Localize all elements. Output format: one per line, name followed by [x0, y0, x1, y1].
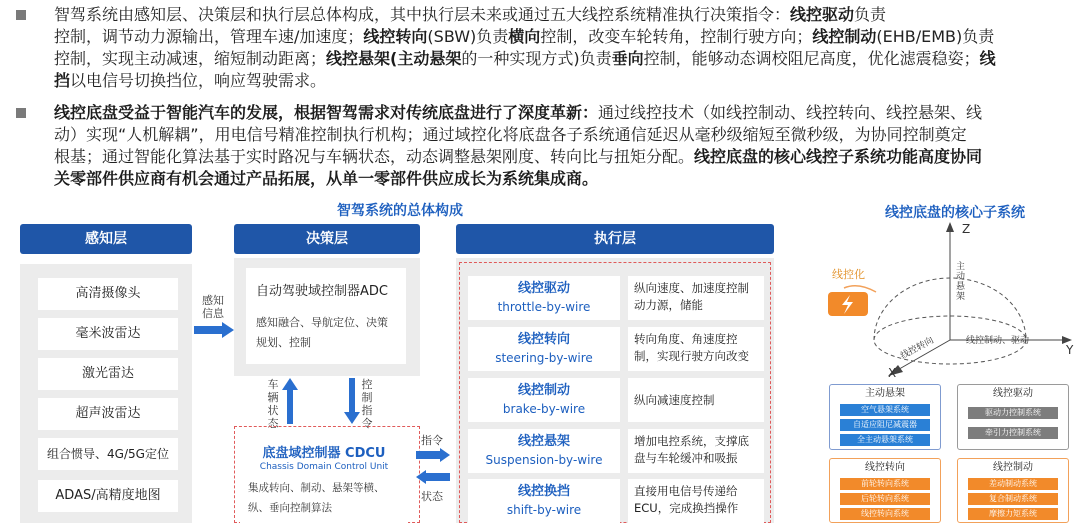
- cdcu-description: 集成转向、制动、悬架等横、纵、垂向控制算法: [248, 482, 385, 514]
- execution-row: [468, 429, 764, 473]
- execution-desc: 转向角度、角速度控制，实现行驶方向改变: [628, 327, 764, 371]
- subsystem-chip: 差动制动系统: [968, 478, 1058, 490]
- bullet-list: [0, 4, 1080, 190]
- bullet-2-line-4: [54, 168, 1080, 190]
- core-title: 线控底盘的核心子系统: [885, 205, 1025, 221]
- subsystem-chip: 自适应阻尼减震器: [840, 419, 930, 431]
- box-title: 线控制动: [993, 462, 1033, 473]
- box-title: 线控驱动: [993, 388, 1033, 399]
- perception-arrow-icon: [194, 322, 236, 338]
- text-segment: 控制，改变车轮转角，控制行驶方向；: [540, 27, 813, 46]
- bold-text-segment: 垂向: [611, 49, 644, 68]
- bullet-1-line-4: [54, 70, 1080, 92]
- bold-text-segment: 线控转向: [363, 27, 428, 46]
- active-suspension-box: [829, 384, 941, 450]
- x-axis-label: X: [888, 366, 897, 380]
- box-title: 线控转向: [865, 462, 905, 473]
- bullet-2: [0, 102, 1080, 190]
- bold-text-segment: 线: [979, 49, 996, 68]
- steering-axis-label: 线控转向: [899, 335, 936, 362]
- status-arrow-icon: [416, 470, 452, 484]
- sensor-item: 毫米波雷达: [38, 318, 178, 350]
- down-arrow-icon: [344, 378, 360, 424]
- execution-row: [468, 479, 764, 523]
- execution-name: 线控转向: [517, 332, 570, 347]
- bullet-1-line-1: [54, 4, 1080, 26]
- status-label: 状态: [421, 490, 443, 503]
- bold-text-segment: 线控底盘受益于智能汽车的发展，根据智驾需求对传统底盘进行了深度革新：: [54, 103, 599, 122]
- bold-text-segment: 线控制动: [812, 27, 877, 46]
- command-label: 指令: [421, 434, 443, 447]
- y-axis-label: Y: [1066, 343, 1074, 357]
- text-segment: 的一种实现方式)负责: [461, 49, 612, 68]
- adc-box: [246, 268, 406, 364]
- subsystem-chip: 全主动悬架系统: [840, 434, 930, 446]
- box-title: 主动悬架: [865, 388, 905, 399]
- brake-drive-axis-label: 线控制动、驱动: [966, 336, 1030, 346]
- vehicle-status-label: 车辆状态: [267, 378, 279, 430]
- execution-english: brake-by-wire: [502, 402, 586, 416]
- text-segment: 通过线控技术（如线控制动、线控转向、线控悬架、线: [598, 103, 983, 122]
- text-segment: 负责: [854, 5, 887, 24]
- bullet-2-line-3: [54, 146, 1080, 168]
- execution-name: 线控悬架: [517, 434, 570, 449]
- subsystem-chip: 复合制动系统: [968, 493, 1058, 505]
- bullet-2-line-1: [54, 102, 1080, 124]
- diagram-title: 智驾系统的总体构成: [337, 203, 463, 219]
- execution-header: 执行层: [456, 224, 774, 254]
- wire-control-label: 线控化: [832, 268, 865, 281]
- cdcu-subtitle: Chassis Domain Control Unit: [259, 462, 389, 472]
- execution-name: 线控制动: [517, 383, 570, 398]
- subsystem-chip: 牵引力控制系统: [968, 427, 1058, 439]
- bullet-2-line-2: [54, 124, 1080, 146]
- bold-text-segment: 线控悬架(主动悬架: [326, 49, 462, 68]
- text-segment: 控制，能够动态调校阻尼高度，优化滤震稳姿；: [643, 49, 980, 68]
- bullet-1-line-3: [54, 48, 1080, 70]
- subsystem-chip: 空气悬架系统: [840, 404, 930, 416]
- execution-english: throttle-by-wire: [497, 300, 591, 314]
- execution-english: steering-by-wire: [495, 351, 593, 365]
- execution-english: shift-by-wire: [506, 503, 582, 517]
- steering-box: [829, 458, 941, 523]
- command-arrow-icon: [416, 448, 452, 462]
- subsystem-chip: 摩擦力矩系统: [968, 508, 1058, 520]
- text-segment: 动）实现“人机解耦”，用电信号精准控制执行机构；通过域控化将底盘各子系统通信延迟从毫秒级缩短至微秒级，为协同控制奠定: [54, 125, 967, 144]
- text-segment: 根基；通过智能化算法基于实时路况与车辆状态，动态调整悬架刚度、转向比与扭矩分配。: [54, 147, 695, 166]
- bold-text-segment: 关零部件供应商有机会通过产品拓展，从单一零部件供应成长为系统集成商。: [54, 169, 599, 188]
- core-axes-graphic: [818, 222, 1080, 382]
- sensor-item: 高清摄像头: [38, 278, 178, 310]
- bold-text-segment: 线控底盘的核心线控子系统功能高度协同: [694, 147, 983, 166]
- sensor-item: 超声波雷达: [38, 398, 178, 430]
- execution-desc: 增加电控系统，支撑底盘与车轮缓冲和吸振: [628, 429, 764, 473]
- bullet-1: [0, 4, 1080, 92]
- bullet-square-icon: [16, 10, 26, 20]
- cdcu-title: 底盘域控制器 CDCU: [262, 446, 386, 461]
- drive-box: [957, 384, 1069, 450]
- control-command-label: 控制指令: [361, 378, 373, 430]
- execution-name: 线控换挡: [517, 484, 570, 499]
- execution-name: 线控驱动: [517, 281, 570, 296]
- bullet-square-icon: [16, 108, 26, 118]
- sensor-item: 组合惯导、4G/5G定位: [38, 438, 178, 470]
- execution-row: [468, 327, 764, 371]
- perception-info-label: 感知信息: [202, 294, 224, 320]
- bullet-1-line-2: [54, 26, 1080, 48]
- bold-text-segment: 线控驱动: [790, 5, 855, 24]
- execution-desc: 纵向速度、加速度控制动力源，储能: [628, 276, 764, 320]
- execution-desc: 直接用电信号传递给ECU，完成换挡操作: [628, 479, 764, 523]
- brake-box: [957, 458, 1069, 523]
- text-segment: 智驾系统由感知层、决策层和执行层总体构成，其中执行层未来或通过五大线控系统精准执行决策指令：: [54, 5, 791, 24]
- cdcu-box: [240, 432, 408, 523]
- subsystem-chip: 线控转向系统: [840, 508, 930, 520]
- adc-description: 感知融合、导航定位、决策规划、控制: [256, 316, 388, 349]
- execution-desc: 纵向减速度控制: [628, 378, 764, 422]
- sensor-item: ADAS/高精度地图: [38, 480, 178, 512]
- text-segment: 控制，调节动力源输出，管理车速/加速度；: [54, 27, 364, 46]
- z-axis-label: Z: [962, 222, 971, 236]
- text-segment: 控制，实现主动减速，缩短制动距离；: [54, 49, 327, 68]
- perception-header: 感知层: [20, 224, 192, 254]
- text-segment: 以电信号切换挡位，响应驾驶需求。: [70, 71, 327, 90]
- text-segment: (EHB/EMB)负责: [876, 27, 995, 46]
- bold-text-segment: 挡: [54, 71, 71, 90]
- execution-english: Suspension-by-wire: [485, 453, 603, 467]
- active-suspension-axis-label: 主动悬架: [956, 262, 966, 302]
- execution-row: [468, 378, 764, 422]
- up-arrow-icon: [282, 378, 298, 424]
- sensor-item: 激光雷达: [38, 358, 178, 390]
- adc-title: 自动驾驶域控制器ADC: [256, 284, 388, 299]
- bold-text-segment: 横向: [508, 27, 541, 46]
- subsystem-chip: 前轮转向系统: [840, 478, 930, 490]
- text-segment: (SBW)负责: [427, 27, 509, 46]
- decision-header: 决策层: [234, 224, 420, 254]
- subsystem-chip: 驱动力控制系统: [968, 407, 1058, 419]
- subsystem-chip: 后轮转向系统: [840, 493, 930, 505]
- execution-row: [468, 276, 764, 320]
